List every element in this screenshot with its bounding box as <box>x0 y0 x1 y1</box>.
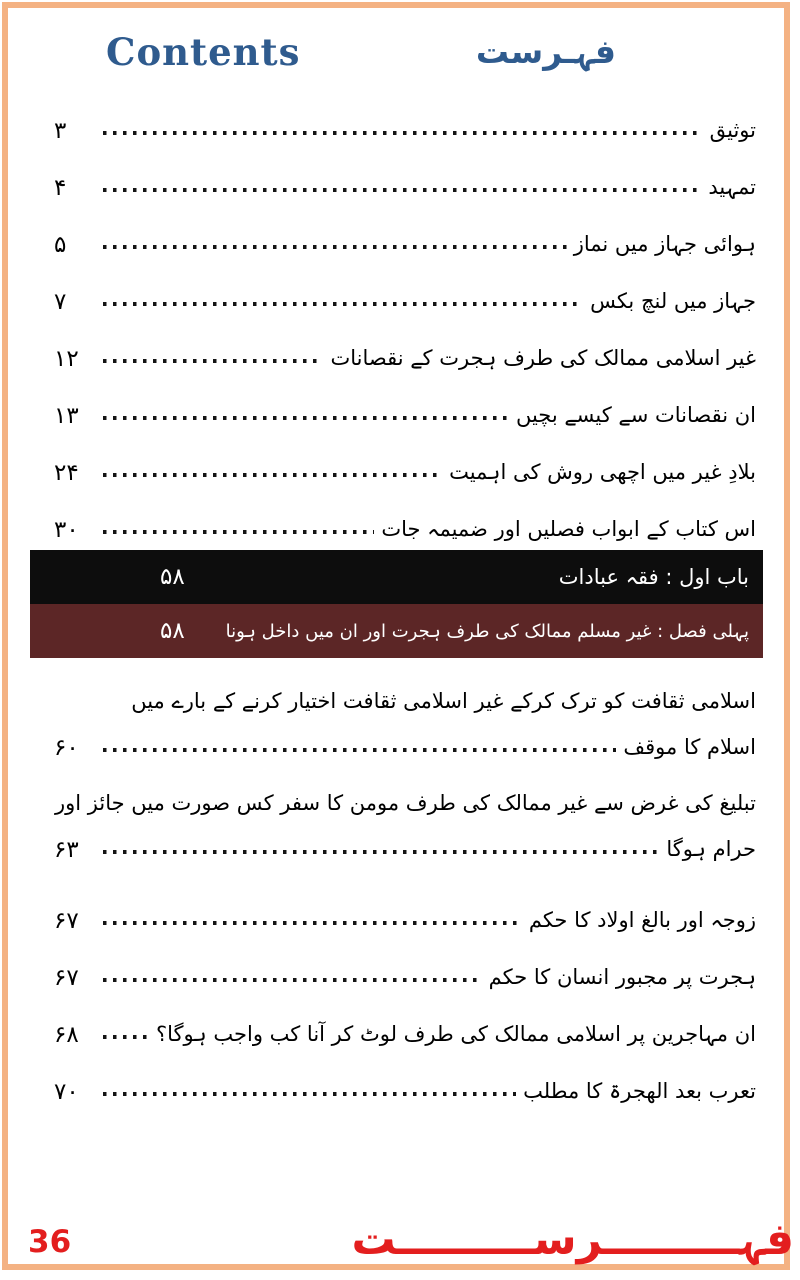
footer-running-title: فہـــــــــرســـــــــت <box>351 1214 794 1265</box>
toc-entry-page: ۴ <box>54 174 67 201</box>
toc-entry <box>54 314 762 371</box>
toc-entry-page: ۶۰ <box>54 734 79 761</box>
section-bar-page: ۵۸ <box>160 618 185 644</box>
toc-entry-page: ۵ <box>54 231 67 258</box>
chapter-bar <box>30 550 763 604</box>
dot-leader <box>103 1092 516 1096</box>
dot-leader <box>103 416 509 420</box>
toc-entry <box>54 371 762 428</box>
dot-leader <box>103 530 374 534</box>
toc-entry <box>54 714 762 760</box>
toc-entry-page: ۶۸ <box>54 1021 79 1048</box>
toc-entry-page: ۱۲ <box>54 345 79 372</box>
dot-leader <box>103 850 659 854</box>
toc-entry-page: ۶۳ <box>54 836 79 863</box>
dot-leader <box>103 921 522 925</box>
dot-leader <box>103 302 583 306</box>
dot-leader <box>103 1035 149 1039</box>
toc-entry <box>54 933 762 990</box>
toc-entry <box>54 485 762 542</box>
toc-content <box>54 8 762 1104</box>
toc-entry <box>54 86 762 143</box>
toc-entry <box>54 1047 762 1104</box>
toc-entry-page: ۳ <box>54 117 67 144</box>
toc-entry-page: ۷ <box>54 288 67 315</box>
dot-leader <box>103 978 482 982</box>
toc-entry-title: ہوائی جہاز میں نماز <box>573 231 756 256</box>
toc-entry-title: بلادِ غیر میں اچھی روش کی اہمیت <box>449 459 756 484</box>
toc-entry-page: ۶۷ <box>54 964 79 991</box>
spacer <box>54 862 762 876</box>
toc-entry <box>54 816 762 862</box>
toc-entry-title: ہجرت پر مجبور انسان کا حکم <box>488 964 756 989</box>
toc-entry <box>54 876 762 933</box>
dot-leader <box>103 245 567 249</box>
toc-entry-title: حرام ہوگا <box>666 836 756 861</box>
toc-entry <box>54 257 762 314</box>
chapter-bar-label: باب اول : فقہ عبادات <box>558 565 749 589</box>
chapter-bar-page: ۵۸ <box>160 564 185 590</box>
section-bar-label: پہلی فصل : غیر مسلم ممالک کی طرف ہجرت اور ان میں داخل ہونا <box>225 620 749 642</box>
footer-page-number: 36 <box>28 1224 72 1260</box>
section-bar <box>30 604 763 658</box>
toc-entry-title: اس کتاب کے ابواب فصلیں اور ضمیمہ جات <box>381 516 756 541</box>
toc-entry <box>54 200 762 257</box>
toc-entry-title: زوجہ اور بالغ اولاد کا حکم <box>528 907 756 932</box>
toc-entry <box>54 143 762 200</box>
toc-entry-page: ۳۰ <box>54 516 79 543</box>
dot-leader <box>103 188 701 192</box>
contents-title-urdu: فہـرست <box>475 32 616 71</box>
toc-entry-page: ۱۳ <box>54 402 79 429</box>
toc-entry-first-line: تبلیغ کی غرض سے غیر ممالک کی طرف مومن کا سفر کس صورت میں جائز اور <box>55 790 756 815</box>
toc-entry-title: غیر اسلامی ممالک کی طرف ہجرت کے نقصانات <box>330 345 756 370</box>
toc-entry <box>54 428 762 485</box>
toc-entry-title: ان مہاجرین پر اسلامی ممالک کی طرف لوٹ کر آنا کب واجب ہوگا؟ <box>156 1021 756 1046</box>
page-header <box>54 8 762 86</box>
toc-entry-title: توثیق <box>709 117 756 142</box>
dot-leader <box>103 359 323 363</box>
toc-entry-title: ان نقصانات سے کیسے بچیں <box>515 402 756 427</box>
toc-entry-page: ۲۴ <box>54 459 79 486</box>
dot-leader <box>103 473 442 477</box>
toc-entry-title: تمہید <box>708 174 756 199</box>
contents-title-english: Contents <box>106 30 301 74</box>
toc-entry-page: ۶۷ <box>54 907 79 934</box>
dot-leader <box>103 131 703 135</box>
toc-entry-title: جہاز میں لنچ بکس <box>590 288 756 313</box>
toc-entry-title: اسلام کا موقف <box>623 734 756 759</box>
toc-entry-page: ۷۰ <box>54 1078 79 1105</box>
dot-leader <box>103 748 616 752</box>
toc-entry-title: تعرب بعد الھجرۃ کا مطلب <box>523 1078 756 1103</box>
toc-entry <box>54 990 762 1047</box>
toc-entry-first-line: اسلامی ثقافت کو ترک کرکے غیر اسلامی ثقافت اختیار کرنے کے بارے میں <box>131 688 756 713</box>
